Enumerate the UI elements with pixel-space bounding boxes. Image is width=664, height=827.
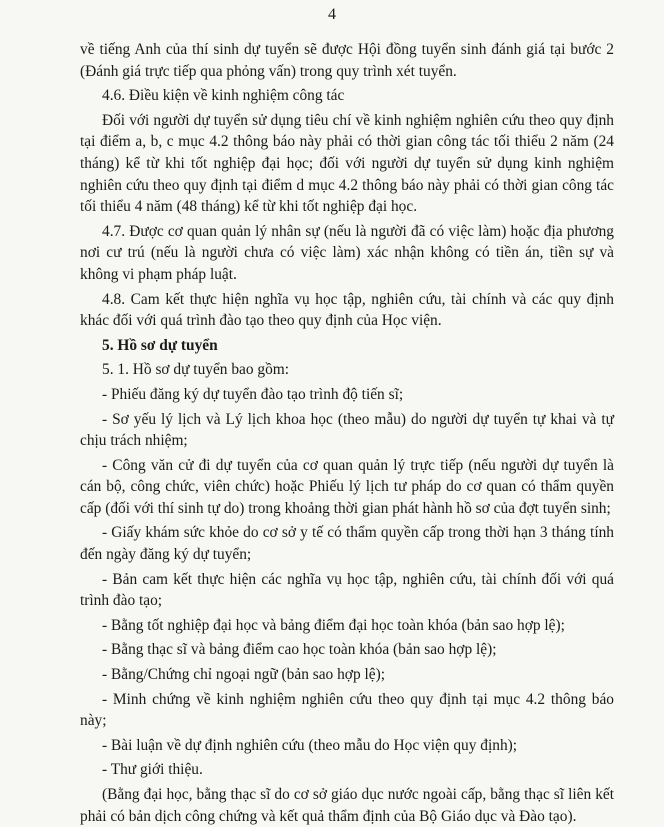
list-item: - Bản cam kết thực hiện các nghĩa vụ học tập, nghiên cứu, tài chính đối với quá trình đào tạo;	[80, 570, 614, 610]
list-item: - Sơ yếu lý lịch và Lý lịch khoa học (theo mẫu) do người dự tuyển tự khai và tự chịu trách nhiệm;	[80, 410, 614, 450]
section-heading-4-6: 4.6. Điều kiện về kinh nghiệm công tác	[102, 87, 345, 105]
page-number: 4	[328, 6, 336, 23]
paragraph-english-evaluation: về tiếng Anh của thí sinh dự tuyển sẽ được Hội đồng tuyển sinh đánh giá tại bước 2 (Đánh giá trực tiếp qua phỏng vấn) trong quy trình xét tuyển.	[80, 41, 614, 80]
list-item: - Bài luận về dự định nghiên cứu (theo mẫu do Học viện quy định);	[102, 736, 518, 754]
list-item: - Bằng tốt nghiệp đại học và bảng điểm đại học toàn khóa (bản sao hợp lệ);	[102, 616, 565, 634]
list-item: - Bằng/Chứng chỉ ngoại ngữ (bản sao hợp lệ);	[102, 666, 385, 684]
section-heading-5: 5. Hồ sơ dự tuyển	[102, 336, 218, 354]
list-item: - Thư giới thiệu.	[102, 761, 203, 779]
subsection-heading-5-1: 5. 1. Hồ sơ dự tuyển bao gồm:	[102, 361, 290, 379]
paragraph-4-7: 4.7. Được cơ quan quản lý nhân sự (nếu là người đã có việc làm) hoặc địa phương nơi cư trú (nếu là người chưa có việc làm) xác nhận không có tiền án, tiền sự và không vi phạm pháp luật.	[80, 222, 614, 283]
list-item: - Phiếu đăng ký dự tuyển đào tạo trình độ tiến sĩ;	[102, 385, 404, 403]
list-item: - Giấy khám sức khỏe do cơ sở y tế có thẩm quyền cấp trong thời hạn 3 tháng tính đến ngày đăng ký dự tuyển;	[80, 524, 614, 564]
paragraph-foreign-degree-note: (Bằng đại học, bằng thạc sĩ do cơ sở giáo dục nước ngoài cấp, bằng thạc sĩ liên kết phải có bản dịch công chứng và kết quả thẩm định của Bộ Giáo dục và Đào tạo).	[80, 786, 614, 825]
paragraph-work-experience: Đối với người dự tuyển sử dụng tiêu chí về kinh nghiệm nghiên cứu theo quy định tại điểm a, b, c mục 4.2 thông báo này phải có thời gian công tác tối thiểu 2 năm (24 tháng) kể từ khi tốt nghiệp đại học; đối với người dự tuyển sử dụng kinh nghiệm nghiên cứu theo quy định tại điểm d mục 4.2 thông báo này phải có thời gian công tác tối thiểu 4 năm (48 tháng) kể từ khi tốt nghiệp đại học.	[80, 111, 614, 216]
paragraph-4-8: 4.8. Cam kết thực hiện nghĩa vụ học tập, nghiên cứu, tài chính và các quy định khác đối với quá trình đào tạo theo quy định của Học viện.	[80, 290, 614, 330]
document-body	[80, 39, 614, 827]
list-item: - Công văn cử đi dự tuyển của cơ quan quản lý trực tiếp (nếu người dự tuyển là cán bộ, công chức, viên chức) hoặc Phiếu lý lịch tư pháp do cơ quan có thẩm quyền cấp (đối với thí sinh tự do) trong khoảng thời gian phát hành hồ sơ của đợt tuyển sinh;	[80, 456, 614, 517]
list-item: - Minh chứng về kinh nghiệm nghiên cứu theo quy định tại mục 4.2 thông báo này;	[80, 690, 614, 730]
list-item: - Bằng thạc sĩ và bảng điểm cao học toàn khóa (bản sao hợp lệ);	[102, 641, 497, 659]
